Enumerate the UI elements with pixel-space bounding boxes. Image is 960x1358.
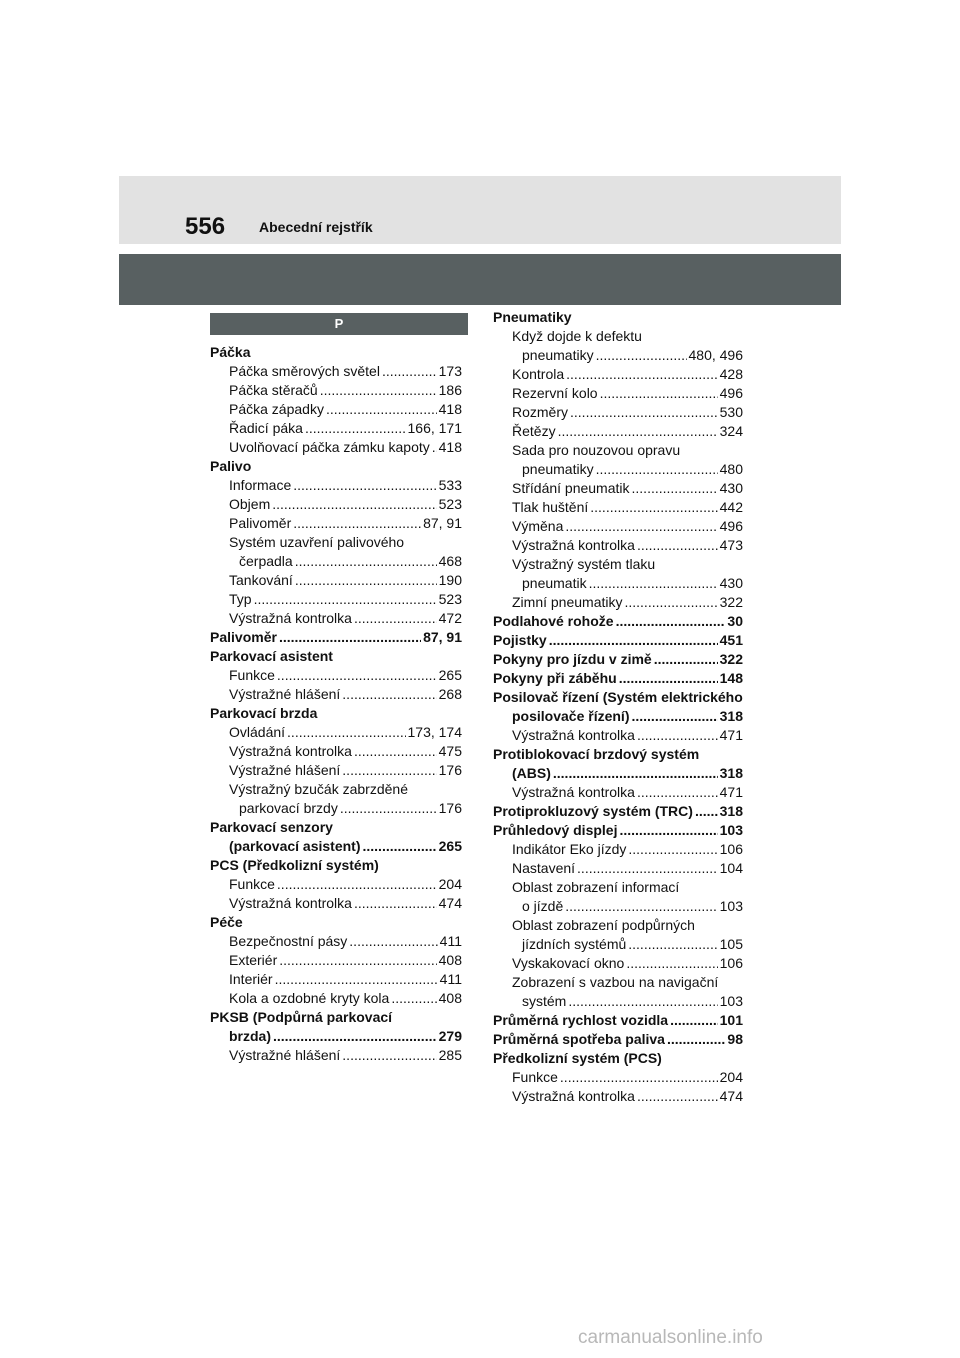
entry-page: 101: [719, 1012, 743, 1028]
entry-page: 318: [719, 708, 743, 724]
entry-text: Tankování: [229, 572, 293, 588]
entry-page: 104: [719, 860, 743, 876]
entry-text: Zimní pneumatiky: [512, 594, 623, 610]
entry-text: Parkovací senzory: [210, 819, 333, 835]
entry-text: Páčka směrových světel: [229, 363, 380, 379]
leader-dots: [667, 1030, 725, 1049]
leader-dots: [354, 609, 437, 628]
entry-text: Páčka: [210, 344, 251, 360]
index-entry: [493, 631, 743, 650]
leader-dots: [293, 514, 421, 533]
index-entry: [210, 476, 462, 495]
entry-page: 428: [719, 366, 743, 382]
index-entry: [493, 403, 743, 422]
entry-page: 496: [719, 518, 743, 534]
entry-page: 103: [719, 822, 743, 838]
entry-page: 480: [719, 461, 743, 477]
entry-text: posilovače řízení): [512, 708, 630, 724]
index-entry: [493, 916, 743, 935]
entry-text: Výstražné hlášení: [229, 1047, 341, 1063]
leader-dots: [632, 479, 718, 498]
entry-text: systém: [522, 993, 567, 1009]
entry-text: Průhledový displej: [493, 822, 618, 838]
leader-dots: [320, 381, 437, 400]
leader-dots: [637, 783, 718, 802]
entry-text: Rozměry: [512, 404, 569, 420]
entry-text: Vyskakovací okno: [512, 955, 625, 971]
index-letter-bar: P: [210, 313, 468, 335]
entry-page: 418: [438, 439, 462, 455]
index-entry: [210, 799, 462, 818]
entry-text: Výstražná kontrolka: [229, 743, 352, 759]
index-entry: [493, 1087, 743, 1106]
entry-text: Výstražná kontrolka: [229, 610, 352, 626]
leader-dots: [570, 403, 718, 422]
index-entry: [493, 973, 743, 992]
entry-text: Pokyny pro jízdu v zimě: [493, 651, 652, 667]
index-entry: [493, 346, 743, 365]
entry-page: 324: [719, 423, 743, 439]
entry-page: 166, 171: [407, 420, 462, 436]
entry-text: Funkce: [229, 667, 275, 683]
entry-text: Kontrola: [512, 366, 565, 382]
leader-dots: [695, 802, 718, 821]
entry-page: 322: [719, 651, 743, 667]
entry-text: Řetězy: [512, 423, 556, 439]
index-entry: [210, 533, 462, 552]
entry-page: 103: [719, 898, 743, 914]
entry-text: o jízdě: [522, 898, 564, 914]
leader-dots: [354, 742, 437, 761]
index-entry: [493, 935, 743, 954]
entry-page: 279: [438, 1028, 462, 1044]
entry-text: PCS (Předkolizní systém): [210, 857, 379, 873]
entry-page: 430: [719, 575, 743, 591]
entry-page: 471: [719, 784, 743, 800]
entry-page: 523: [438, 496, 462, 512]
index-entry: [210, 457, 462, 476]
index-entry: [210, 647, 462, 666]
entry-page: 322: [719, 594, 743, 610]
leader-dots: [254, 590, 437, 609]
entry-page: 411: [439, 971, 462, 987]
leader-dots: [326, 400, 437, 419]
entry-page: 148: [719, 670, 743, 686]
leader-dots: [596, 460, 718, 479]
entry-text: brzda): [229, 1028, 271, 1044]
leader-dots: [670, 1011, 718, 1030]
entry-text: Oblast zobrazení podpůrných: [512, 917, 695, 933]
index-entry: [210, 723, 462, 742]
leader-dots: [354, 894, 437, 913]
entry-text: Zobrazení s vazbou na navigační: [512, 974, 719, 990]
entry-page: 533: [438, 477, 462, 493]
entry-page: 106: [719, 841, 743, 857]
leader-dots: [273, 1027, 437, 1046]
entry-page: 480, 496: [688, 347, 743, 363]
leader-dots: [590, 498, 717, 517]
entry-page: 474: [438, 895, 462, 911]
leader-dots: [565, 517, 717, 536]
index-entry: [210, 894, 462, 913]
entry-page: 411: [439, 933, 462, 949]
leader-dots: [363, 837, 437, 856]
index-entry: [493, 764, 743, 783]
section-title: Abecední rejstřík: [259, 219, 373, 235]
leader-dots: [277, 875, 437, 894]
index-entry: [210, 856, 462, 875]
entry-text: Protiprokluzový systém (TRC): [493, 803, 693, 819]
index-entry: [210, 400, 462, 419]
entry-text: Sada pro nouzovou opravu: [512, 442, 681, 458]
index-entry: [493, 574, 743, 593]
entry-text: Rezervní kolo: [512, 385, 598, 401]
entry-text: Interiér: [229, 971, 273, 987]
entry-text: Průměrná spotřeba paliva: [493, 1031, 665, 1047]
leader-dots: [637, 536, 718, 555]
index-entry: [210, 514, 462, 533]
leader-dots: [654, 650, 718, 669]
index-entry: [210, 818, 462, 837]
index-entry: [210, 875, 462, 894]
index-entry: [493, 783, 743, 802]
entry-page: 472: [438, 610, 462, 626]
entry-text: Parkovací asistent: [210, 648, 333, 664]
leader-dots: [637, 726, 718, 745]
leader-dots: [628, 840, 717, 859]
entry-text: Exteriér: [229, 952, 278, 968]
index-entry: [493, 517, 743, 536]
index-entry: [210, 343, 462, 362]
entry-text: Uvolňovací páčka zámku kapoty: [229, 439, 430, 455]
entry-page: 105: [719, 936, 743, 952]
index-entry: [493, 745, 743, 764]
entry-text: Funkce: [229, 876, 275, 892]
leader-dots: [342, 1046, 436, 1065]
index-entry: [493, 479, 743, 498]
entry-text: Tlak huštění: [512, 499, 589, 515]
entry-text: Předkolizní systém (PCS): [493, 1050, 662, 1066]
entry-text: Výstražná kontrolka: [512, 727, 635, 743]
leader-dots: [349, 932, 437, 951]
entry-page: 30: [727, 613, 743, 629]
index-entry: [210, 666, 462, 685]
leader-dots: [589, 574, 718, 593]
index-entry: [493, 1068, 743, 1087]
entry-page: 318: [719, 803, 743, 819]
index-entry: [493, 422, 743, 441]
leader-dots: [577, 859, 718, 878]
leader-dots: [600, 384, 718, 403]
entry-text: Kola a ozdobné kryty kola: [229, 990, 390, 1006]
leader-dots: [628, 935, 717, 954]
leader-dots: [626, 954, 717, 973]
index-entry: [493, 707, 743, 726]
index-entry: [210, 438, 462, 457]
index-column-right: [493, 308, 743, 1106]
leader-dots: [277, 666, 437, 685]
entry-text: Páčka západky: [229, 401, 324, 417]
entry-page: 523: [438, 591, 462, 607]
leader-dots: [275, 970, 438, 989]
index-entry: [210, 989, 462, 1008]
entry-text: pneumatik: [522, 575, 587, 591]
leader-dots: [624, 593, 717, 612]
entry-page: 475: [438, 743, 462, 759]
entry-text: Výstražná kontrolka: [512, 784, 635, 800]
index-entry: [493, 308, 743, 327]
entry-text: Informace: [229, 477, 292, 493]
entry-page: 106: [719, 955, 743, 971]
entry-text: pneumatiky: [522, 347, 594, 363]
entry-text: čerpadla: [239, 553, 293, 569]
index-entry: [493, 384, 743, 403]
entry-text: Indikátor Eko jízdy: [512, 841, 627, 857]
entry-text: Řadicí páka: [229, 420, 303, 436]
index-entry: [493, 498, 743, 517]
index-entry: [493, 593, 743, 612]
leader-dots: [295, 571, 437, 590]
entry-page: 173: [438, 363, 462, 379]
entry-page: 408: [438, 952, 462, 968]
leader-dots: [631, 707, 717, 726]
index-entry: [493, 536, 743, 555]
index-entry: [493, 840, 743, 859]
index-entry: [210, 419, 462, 438]
entry-page: 176: [438, 762, 462, 778]
entry-text: Funkce: [512, 1069, 558, 1085]
entry-text: Výstražná kontrolka: [229, 895, 352, 911]
index-entry: [493, 954, 743, 973]
entry-page: 176: [438, 800, 462, 816]
leader-dots: [295, 552, 437, 571]
entry-text: Nastavení: [512, 860, 576, 876]
index-entry: [493, 688, 743, 707]
entry-text: Parkovací brzda: [210, 705, 318, 721]
entry-text: Objem: [229, 496, 271, 512]
index-entry: [493, 1030, 743, 1049]
entry-text: (parkovací asistent): [229, 838, 361, 854]
index-entry: [493, 1011, 743, 1030]
index-entry: [210, 1008, 462, 1027]
index-entry: [210, 837, 462, 856]
entry-text: parkovací brzdy: [239, 800, 338, 816]
entry-page: 186: [438, 382, 462, 398]
entry-page: 442: [719, 499, 743, 515]
index-entry: [210, 951, 462, 970]
entry-page: 265: [438, 838, 462, 854]
entry-text: Pneumatiky: [493, 309, 572, 325]
index-entry: [210, 685, 462, 704]
index-entry: [210, 704, 462, 723]
leader-dots: [553, 764, 718, 783]
entry-text: Ovládání: [229, 724, 286, 740]
leader-dots: [340, 799, 437, 818]
entry-text: Pokyny při záběhu: [493, 670, 617, 686]
leader-dots: [637, 1087, 718, 1106]
index-entry: [210, 590, 462, 609]
index-entry: [210, 495, 462, 514]
index-entry: [210, 780, 462, 799]
index-column-left: [210, 343, 462, 1065]
index-entry: [493, 669, 743, 688]
leader-dots: [549, 631, 718, 650]
entry-text: Výstražné hlášení: [229, 762, 341, 778]
entry-page: 530: [719, 404, 743, 420]
entry-page: 285: [438, 1047, 462, 1063]
entry-page: 204: [438, 876, 462, 892]
index-entry: [493, 897, 743, 916]
index-entry: [210, 571, 462, 590]
index-entry: [493, 878, 743, 897]
entry-page: 173, 174: [407, 724, 462, 740]
title-band: [119, 254, 841, 305]
leader-dots: [619, 669, 718, 688]
entry-text: PKSB (Podpůrná parkovací: [210, 1009, 393, 1025]
index-entry: [493, 555, 743, 574]
leader-dots: [391, 989, 436, 1008]
entry-page: 430: [719, 480, 743, 496]
entry-page: 98: [727, 1031, 743, 1047]
entry-text: Výstražná kontrolka: [512, 1088, 635, 1104]
entry-text: Výstražné hlášení: [229, 686, 341, 702]
leader-dots: [293, 476, 436, 495]
page-number: 556: [185, 213, 226, 240]
index-entry: [493, 726, 743, 745]
leader-dots: [560, 1068, 718, 1087]
index-entry: [493, 650, 743, 669]
index-entry: [493, 802, 743, 821]
index-entry: [210, 1027, 462, 1046]
leader-dots: [287, 723, 405, 742]
entry-page: 265: [438, 667, 462, 683]
entry-page: 418: [438, 401, 462, 417]
entry-page: 318: [719, 765, 743, 781]
entry-text: Průměrná rychlost vozidla: [493, 1012, 669, 1028]
watermark: carmanualsonline.info: [578, 1327, 763, 1348]
index-entry: [210, 913, 462, 932]
leader-dots: [596, 346, 687, 365]
entry-text: Posilovač řízení (Systém elektrického: [493, 689, 743, 705]
entry-text: Podlahové rohože: [493, 613, 614, 629]
leader-dots: [279, 951, 436, 970]
index-entry: [493, 821, 743, 840]
index-entry: [210, 362, 462, 381]
leader-dots: [568, 992, 717, 1011]
index-entry: [493, 365, 743, 384]
index-entry: [493, 460, 743, 479]
leader-dots: [272, 495, 436, 514]
index-entry: [493, 859, 743, 878]
entry-text: Péče: [210, 914, 243, 930]
entry-text: Když dojde k defektu: [512, 328, 642, 344]
index-entry: [493, 612, 743, 631]
entry-page: 451: [719, 632, 743, 648]
index-entry: [493, 992, 743, 1011]
entry-page: 103: [719, 993, 743, 1009]
leader-dots: [565, 897, 717, 916]
entry-page: 468: [438, 553, 462, 569]
index-entry: [210, 609, 462, 628]
index-entry: [210, 1046, 462, 1065]
entry-text: Palivo: [210, 458, 252, 474]
entry-text: Typ: [229, 591, 252, 607]
entry-page: 473: [719, 537, 743, 553]
entry-text: (ABS): [512, 765, 551, 781]
entry-page: 268: [438, 686, 462, 702]
leader-dots: [342, 685, 436, 704]
leader-dots: [432, 438, 437, 457]
index-entry: [493, 327, 743, 346]
leader-dots: [279, 628, 421, 647]
entry-page: 204: [719, 1069, 743, 1085]
leader-dots: [305, 419, 406, 438]
entry-page: 190: [438, 572, 462, 588]
entry-text: Páčka stěračů: [229, 382, 318, 398]
index-entry: [210, 742, 462, 761]
entry-text: Výstražný bzučák zabrzděné: [229, 781, 408, 797]
index-entry: [493, 441, 743, 460]
leader-dots: [616, 612, 726, 631]
index-entry: [210, 628, 462, 647]
entry-text: Výměna: [512, 518, 564, 534]
index-entry: [210, 970, 462, 989]
entry-text: Střídání pneumatik: [512, 480, 630, 496]
index-entry: [210, 552, 462, 571]
entry-text: Systém uzavření palivového: [229, 534, 405, 550]
index-entry: [210, 381, 462, 400]
entry-text: Bezpečnostní pásy: [229, 933, 348, 949]
entry-page: 87, 91: [423, 629, 462, 645]
entry-page: 471: [719, 727, 743, 743]
leader-dots: [382, 362, 437, 381]
entry-text: Výstražný systém tlaku: [512, 556, 656, 572]
entry-text: Protiblokovací brzdový systém: [493, 746, 700, 762]
header-band: [119, 176, 841, 244]
entry-page: 496: [719, 385, 743, 401]
index-entry: [493, 1049, 743, 1068]
entry-text: Oblast zobrazení informací: [512, 879, 680, 895]
entry-page: 408: [438, 990, 462, 1006]
entry-page: 87, 91: [423, 515, 462, 531]
index-entry: [210, 932, 462, 951]
index-entry: [210, 761, 462, 780]
leader-dots: [566, 365, 717, 384]
entry-text: jízdních systémů: [522, 936, 627, 952]
leader-dots: [619, 821, 717, 840]
entry-text: Pojistky: [493, 632, 547, 648]
entry-text: Palivoměr: [210, 629, 277, 645]
leader-dots: [342, 761, 436, 780]
entry-text: Výstražná kontrolka: [512, 537, 635, 553]
entry-text: pneumatiky: [522, 461, 594, 477]
leader-dots: [558, 422, 718, 441]
entry-text: Palivoměr: [229, 515, 292, 531]
entry-page: 474: [719, 1088, 743, 1104]
